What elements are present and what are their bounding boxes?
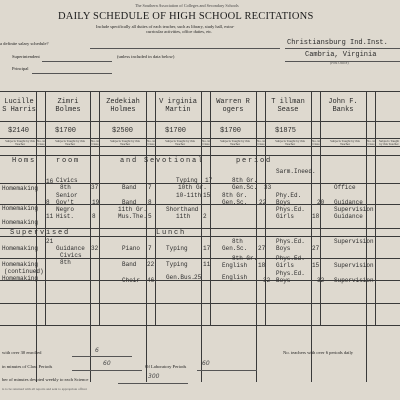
class-cell: English	[222, 262, 248, 269]
class-cell: Senior	[56, 192, 78, 199]
supervised-lunch-label: Supervised	[10, 229, 71, 237]
class-cell: Band	[122, 199, 137, 206]
lab-value: 60	[202, 360, 210, 367]
subjects-header: Subjects Taught by this Teacher	[220, 139, 250, 147]
col-rule	[45, 91, 46, 325]
class-cell: 11	[203, 261, 211, 268]
salary-line	[90, 48, 280, 49]
class-cell: 7	[148, 245, 152, 252]
class-cell: Boys	[276, 245, 291, 252]
class-cell: Sarm.Ineed.	[276, 168, 316, 175]
class-cell: (continued)	[4, 268, 44, 275]
subjects-header: Subjects Taught by this Teacher	[275, 139, 305, 147]
association-name: The Southern Association of Colleges and Secondary Schools	[135, 3, 239, 8]
class-cell: Homemaking	[2, 205, 39, 212]
over30-value: 6	[95, 347, 99, 354]
class-cell: Gov't	[56, 199, 75, 206]
class-cell: Girls	[276, 262, 295, 269]
class-cell: Typing	[176, 177, 198, 184]
class-cell: Phys.Ed.	[276, 238, 305, 245]
class-cell: 11th Gr.	[118, 206, 147, 213]
number-header: No. in Class	[367, 139, 375, 147]
class-cell: 20	[317, 199, 325, 206]
post-office-label: (Post Office)	[330, 61, 349, 65]
col-rule	[210, 91, 211, 325]
number-header: No. in Class	[202, 139, 210, 147]
class-cell: Civics	[56, 177, 78, 184]
principal-line	[32, 73, 112, 74]
number-header: No. in Class	[37, 139, 45, 147]
class-cell: 10-11th	[176, 192, 202, 199]
class-cell: 32	[91, 245, 99, 252]
class-cell: 15	[203, 192, 211, 199]
col-rule	[99, 91, 100, 325]
class-cell: Guidance	[334, 199, 363, 206]
class-cell: 27	[312, 245, 320, 252]
class-cell: Band	[122, 184, 137, 191]
class-cell: 32	[317, 277, 325, 284]
col-rule	[90, 91, 91, 382]
class-cell: English	[222, 274, 248, 281]
class-cell: 17	[205, 177, 213, 184]
class-cell: 17	[203, 245, 211, 252]
class-cell: Phys.Ed.	[276, 270, 305, 277]
class-cell: Homemaking	[2, 275, 39, 282]
number-header: No. in Class	[257, 139, 265, 147]
homeroom-label: room	[56, 157, 81, 165]
salary-question: a definite salary schedule?	[0, 41, 49, 46]
class-cell: Band	[122, 261, 137, 268]
class-cell: 16	[46, 178, 54, 185]
class-cell: Gen.Sc.	[222, 199, 248, 206]
class-cell: Typing	[166, 245, 188, 252]
class-cell: 10th Gr.	[178, 184, 207, 191]
class-cell: 15	[312, 262, 320, 269]
school-name: Christiansburg Ind.Inst.	[287, 39, 388, 47]
teacher-salary: $1700	[165, 127, 187, 135]
class-cell: Phys.Ed.	[276, 206, 305, 213]
class-cell: 8	[92, 213, 96, 220]
devotional-label: period	[236, 157, 273, 165]
periods-label: in minutes of Class Periods	[2, 364, 53, 369]
subtitle-line-2: curricular activities, office duties, etc.	[146, 29, 213, 34]
class-cell: 8th Gr.	[232, 177, 258, 184]
lab-line	[197, 370, 257, 371]
class-cell: 5	[148, 213, 152, 220]
class-cell: Supervision	[334, 238, 374, 245]
class-cell: 8	[148, 199, 152, 206]
class-cell: Boys	[276, 199, 291, 206]
class-cell: Gen.Sc.	[222, 245, 248, 252]
class-cell: 21	[46, 238, 54, 245]
class-cell: Shorthand	[166, 206, 199, 213]
subjects-header: Subjects Taught by this Teacher	[330, 139, 360, 147]
devotional-label: and Sevotional	[120, 157, 205, 165]
class-cell: 18	[312, 213, 320, 220]
class-cell: 8th Gr.	[232, 255, 258, 262]
col-rule	[201, 91, 202, 382]
col-rule	[146, 91, 147, 382]
teacher-name: V irginia Martin	[159, 98, 197, 114]
unless-label: (unless included in data below)	[117, 54, 175, 59]
class-cell: 8	[46, 199, 50, 206]
class-cell: Boys	[276, 277, 291, 284]
subjects-header: Subjects Taught by this Teacher	[378, 139, 400, 147]
col-rule	[375, 91, 376, 325]
class-cell: 32	[263, 277, 271, 284]
subjects-header: Subjects Taught by this Teacher	[110, 139, 140, 147]
teacher-salary: $1875	[275, 127, 297, 135]
table-top-rule	[0, 91, 400, 92]
subjects-header: Subjects Taught by this Teacher	[5, 139, 35, 147]
class-cell: Homemaking	[2, 185, 39, 192]
class-cell: Homemaking	[2, 261, 39, 268]
periods-line	[72, 370, 142, 371]
principal-label: Principal	[12, 66, 29, 71]
class-cell: 19	[92, 199, 100, 206]
class-cell: Choir	[122, 277, 141, 284]
teacher-salary: $1700	[55, 127, 77, 135]
col-rule	[265, 91, 266, 325]
class-cell: Office	[334, 184, 356, 191]
class-cell: 11th	[176, 213, 191, 220]
class-cell: 25	[194, 274, 202, 281]
class-cell: Piano	[122, 245, 141, 252]
homeroom-label: Homs	[12, 157, 37, 165]
class-cell: Phy.Ed.	[276, 192, 302, 199]
over30-label: with over 30 enrolled	[2, 350, 42, 355]
class-cell: Gen.Sc.	[232, 184, 258, 191]
class-cell: 22	[147, 261, 155, 268]
class-cell: Typing	[166, 261, 188, 268]
teacher-name: Warren R ogers	[216, 98, 250, 114]
class-cell: 2	[203, 213, 207, 220]
col-rule	[256, 91, 257, 382]
number-header: No. in Class	[147, 139, 155, 147]
school-line	[285, 48, 400, 49]
class-cell: 11	[46, 213, 54, 220]
class-cell: Gen.Bus.	[166, 274, 195, 281]
teacher-name: Zimri Bolmes	[55, 98, 81, 114]
class-cell: Supervision	[334, 262, 374, 269]
location: Cambria, Virginia	[305, 51, 377, 59]
number-header: No. in Class	[312, 139, 320, 147]
class-cell: Supervision	[334, 206, 374, 213]
table-bottom-rule	[0, 325, 400, 326]
class-cell: 8th Gr.	[222, 192, 248, 199]
class-cell: Homemaking	[2, 219, 39, 226]
lab-label: Of Laboratory Periods	[145, 364, 187, 369]
teacher-salary: $2140	[8, 127, 30, 135]
class-cell: Mus.The.	[118, 213, 147, 220]
science-line	[118, 383, 188, 384]
supervised-lunch-label: Lunch	[156, 229, 187, 237]
class-cell: 8th	[232, 238, 243, 245]
class-cell: 27	[258, 245, 266, 252]
science-label: ber of minutes devoted weekly to each Science	[2, 377, 89, 382]
salary-row-rule	[0, 121, 400, 122]
number-header: No. in Class	[91, 139, 99, 147]
class-cell: 46	[147, 277, 155, 284]
subtitle-line-1: Include specifically all duties of each teacher, such as library, study hall, extra-	[96, 24, 235, 29]
col-rule	[366, 91, 367, 382]
superintendent-label: Superintendent	[12, 54, 40, 59]
six-periods-label: No. teachers with over 6 periods daily	[283, 350, 354, 355]
superintendent-line	[42, 61, 112, 62]
class-cell: 18	[258, 262, 266, 269]
class-cell: Supervision	[334, 277, 374, 284]
teacher-name: Zedekiah Holmes	[106, 98, 140, 114]
class-cell: Negro	[56, 206, 75, 213]
class-cell: 8th	[60, 259, 71, 266]
col-rule	[155, 91, 156, 325]
teacher-name: John F. Banks	[328, 98, 358, 114]
fine-print: is to be returned with all reports and sent to appropriate officer	[2, 387, 87, 391]
col-rule	[320, 91, 321, 325]
science-value: 300	[148, 373, 160, 380]
class-cell: Hist.	[56, 213, 75, 220]
class-cell: 7	[148, 184, 152, 191]
class-cell: Homemaking	[2, 245, 39, 252]
class-cell: Guidance	[334, 213, 363, 220]
class-cell: 22	[259, 199, 267, 206]
teacher-name: T illman Sease	[271, 98, 305, 114]
class-cell: 8th	[60, 184, 71, 191]
teacher-salary: $1700	[220, 127, 242, 135]
row-rule-2	[0, 155, 400, 156]
class-cell: 37	[91, 184, 99, 191]
class-cell: Phys.Ed.	[276, 255, 305, 262]
over30-line	[72, 356, 132, 357]
col-rule	[311, 91, 312, 382]
class-cell: Guidance	[56, 245, 85, 252]
class-cell: Girls	[276, 213, 295, 220]
teacher-salary: $2500	[112, 127, 134, 135]
row-rule-9	[0, 303, 400, 304]
class-cell: Civics	[60, 252, 82, 259]
teacher-name: Lucille S Harris	[2, 98, 36, 114]
subjects-header: Subjects Taught by this Teacher	[55, 139, 85, 147]
page-title: DAILY SCHEDULE OF HIGH SCHOOL RECITATIONS	[58, 11, 314, 22]
subjects-header: Subjects Taught by this Teacher	[165, 139, 195, 147]
periods-value: 60	[103, 360, 111, 367]
class-cell: 33	[264, 184, 272, 191]
